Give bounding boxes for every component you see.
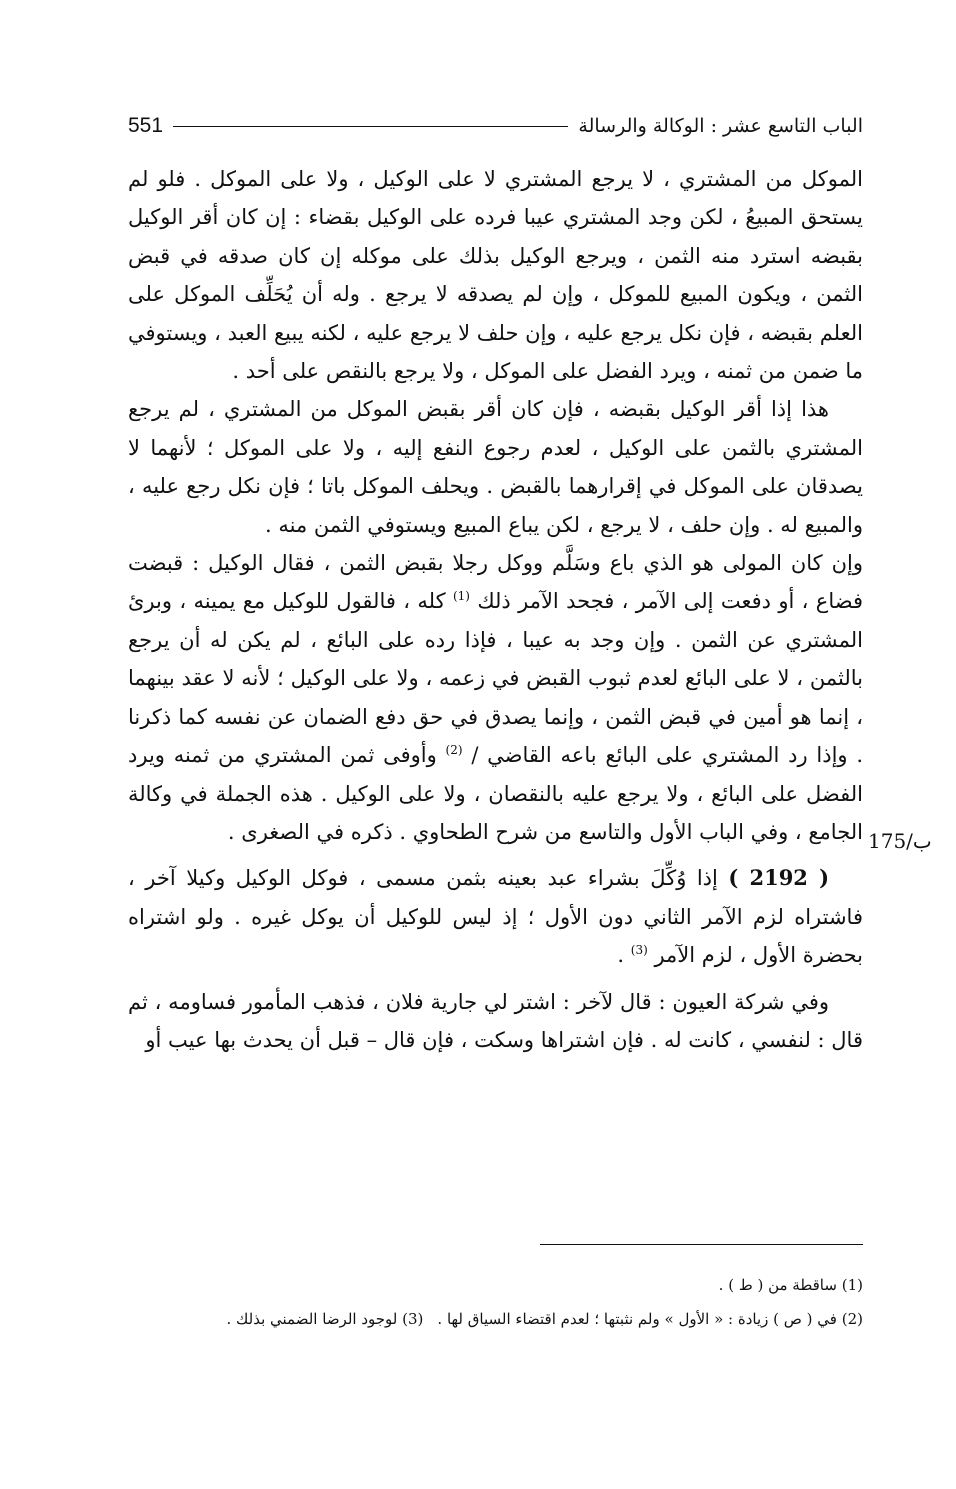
footnote-2 [128,1302,863,1336]
header-rule [173,126,568,127]
footnote-ref-1: (1) [452,589,470,604]
paragraph-5: وفي شركة العيون : قال لآخر : اشتر لي جارية فلان ، فذهب المأمور فساومه ، ثم قال : لنفسي ، كانت له . فإن اشتراها وسكت ، فإن قال – قبل أن يحدث بها عيب أو [128,989,863,1052]
page-number: 551 [128,114,164,137]
footnote-3-text: لوجود الرضا الضمني بذلك . [226,1310,398,1328]
main-text [128,160,863,1059]
footnote-separator [540,1244,863,1245]
paragraph-3-part-1: وإن كان المولى هو الذي باع وسَلَّم ووكل رجلا بقبض الثمن ، فقال الوكيل : قبضت فضاع ، أو دفعت إلى الآمر ، فجحد الآمر ذلك [128,551,863,614]
paragraph-3-part-3: وأوفى ثمن المشتري من ثمنه ويرد الفضل على البائع ، ولا يرجع عليه بالنقصان ، ولا على الوكيل . هذه الجملة في وكالة الجامع ، وفي الباب الأول والتاسع من شرح الطحاوي . ذكره في الصغرى . [128,743,863,844]
paragraph-4-part-1: إذا وُكِّلَ بشراء عبد بعينه بثمن مسمى ، فوكل الوكيل وكيلا آخر ، فاشتراه لزم الآمر الثاني دون الأول ؛ إذ ليس للوكيل أن يوكل غيره . ولو اشتراه بحضرة الأول ، لزم الآمر [128,866,863,968]
footnote-3-marker: (3) [402,1310,424,1328]
footnote-ref-2: (2) [445,743,463,758]
paragraph-1: الموكل من المشتري ، لا يرجع المشتري لا على الوكيل ، ولا على الموكل . فلو لم يستحق المبيعُ ، لكن وجد المشتري عيبا فرده على الوكيل بقضاء : إن كان أقر الوكيل بقبضه استرد منه الثمن ، ويرجع الوكيل بذلك على موكله إن كان صدقه في قبض الثمن ، ويكون المبيع للموكل ، وإن لم يصدقه لا يرجع . وله أن يُحَلِّف الموكل على العلم بقبضه ، فإن نكل يرجع عليه ، وإن حلف لا يرجع عليه ، لكنه يبيع العبد ، ويستوفي ما ضمن من ثمنه ، ويرد الفضل على الموكل ، ولا يرجع بالنقص على أحد . [128,167,863,384]
paragraph-2: هذا إذا أقر الوكيل بقبضه ، فإن كان أقر بقبض الموكل من المشتري ، لم يرجع المشتري بالثمن على الوكيل ، لعدم رجوع النفع إليه ، ولا على الموكل ؛ لأنهما لا يصدقان على الموكل في إقرارهما بالقبض . ويحلف الموكل باتا ؛ فإن نكل رجع عليه ، والمبيع له . وإن حلف ، لا يرجع ، لكن يباع المبيع ويستوفي الثمن منه . [128,397,863,537]
footnote-2-marker: (2) [841,1310,863,1328]
chapter-title: الباب التاسع عشر : الوكالة والرسالة [578,115,863,137]
paragraph-4-part-2: . [617,943,631,968]
footnote-ref-3: (3) [630,943,648,958]
running-header [128,110,863,142]
paragraph-3-part-2: كله ، فالقول للوكيل مع يمينه ، وبرئ المشتري عن الثمن . وإن وجد به عيبا ، فإذا رده على البائع ، لم يكن له أن يرجع بالثمن ، لا على البائع لعدم ثبوب القبض في زعمه ، ولا على الوكيل ؛ لأنه لا عقد بينهما ، إنما هو أمين في قبض الثمن ، وإنما يصدق في حق دفع الضمان عن نفسه كما ذكرنا . وإذا رد المشتري على البائع باعه القاضي / [128,589,864,768]
footnote-1-marker: (1) [841,1276,863,1294]
footnote-1 [128,1268,863,1302]
paragraph-4 [128,859,863,974]
footnote-2-text: في ( ص ) زيادة : « الأول » ولم نثبتها ؛ لعدم اقتضاء السياق لها . [437,1310,837,1328]
paragraph-3 [128,544,863,851]
footnote-1-text: ساقطة من ( ط ) . [718,1276,837,1294]
footnotes [128,1268,863,1336]
margin-folio-mark: 175/ب [868,829,932,853]
issue-number: ( 2192 ) [728,865,830,891]
